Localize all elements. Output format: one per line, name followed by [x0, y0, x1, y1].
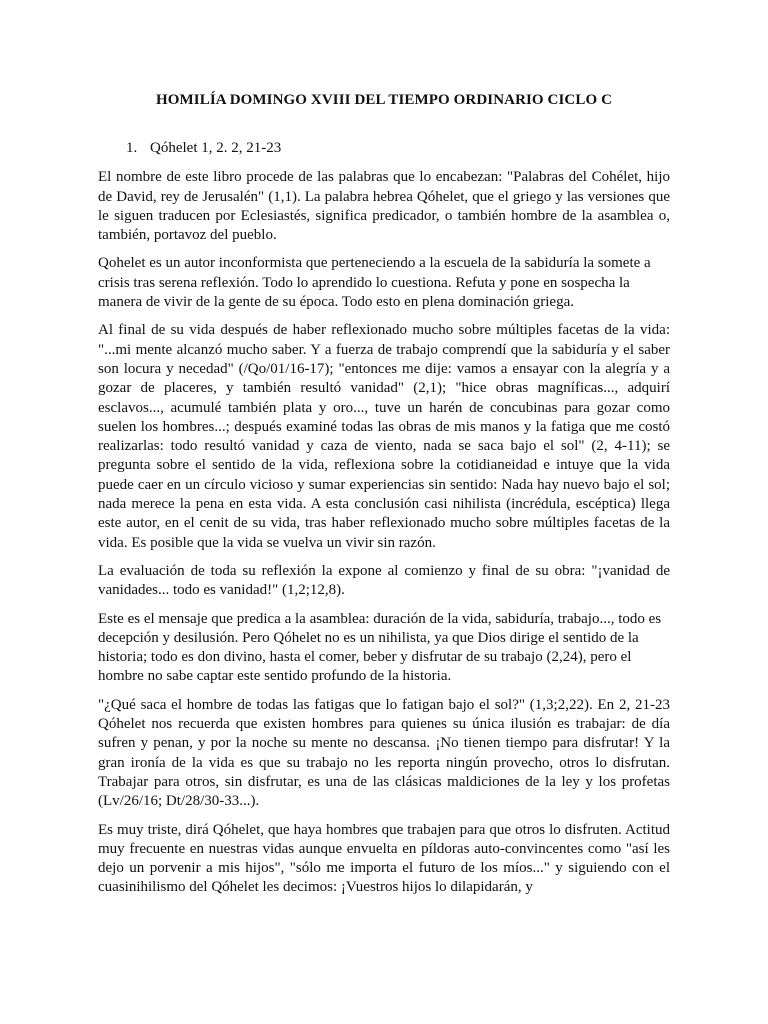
section-number: 1.: [126, 140, 138, 156]
paragraph-3: Al final de su vida después de haber reflexionado mucho sobre múltiples facetas de la vida: "...mi mente alcanzó mucho saber. Y a fuerza de trabajo comprendí que la sabiduría y el saber son locura y necedad" (/Qo/01/16-17); "entonces me dije: vamos a ensayar con la alegría y a gozar de placeres, y también resultó vanidad" (2,1); "hice obras magníficas..., adquirí esclavos..., acumulé también plata y oro..., tuve un harén de concubinas para gozar como suelen los hombres...; después examiné todas las obras de mis manos y la fatiga que me costó realizarlas: todo resultó vanidad y caza de viento, nada se saca bajo el sol" (2, 4-11); se pregunta sobre el sentido de la vida, reflexiona sobre la cotidianeidad e intuye que la vida puede caer en un círculo vicioso y sumar experiencias sin sentido: Nada hay nuevo bajo el sol; nada merece la pena en esta vida. A esta conclusión casi nihilista (incrédula, escéptica) llega este autor, en el cenit de su vida, tras haber reflexionado mucho sobre múltiples facetas de la vida. Es posible que la vida se vuelva un vivir sin razón.: [98, 322, 670, 551]
paragraph-7: Es muy triste, dirá Qóhelet, que haya hombres que trabajen para que otros lo disfruten. Actitud muy frecuente en nuestras vidas aunque envuelta en píldoras auto-convincentes como "así les dejo un porvenir a mis hijos", "sólo me importa el futuro de los míos..." y siguiendo con el cuasinihilismo del Qóhelet les decimos: ¡Vuestros hijos lo dilapidarán, y: [98, 821, 670, 896]
paragraph-5: Este es el mensaje que predica a la asamblea: duración de la vida, sabiduría, trabajo..., todo es decepción y desilusión. Pero Qóhelet no es un nihilista, ya que Dios dirige el sentido de la historia; todo es don divino, hasta el comer, beber y disfrutar de su trabajo (2,24), pero el hombre no sabe captar este sentido profundo de la historia.: [98, 610, 662, 685]
section-text: Qóhelet 1, 2. 2, 21-23: [150, 140, 282, 156]
section-heading: [98, 139, 670, 158]
paragraph-2: Qohelet es un autor inconformista que perteneciendo a la escuela de la sabiduría la somete a crisis tras serena reflexión. Todo lo aprendido lo cuestiona. Refuta y pone en sospecha la manera de vivir de la gente de su época. Todo esto en plena dominación griega.: [98, 255, 651, 311]
paragraph-1: El nombre de este libro procede de las palabras que lo encabezan: "Palabras del Cohélet, hijo de David, rey de Jerusalén" (1,1). La palabra hebrea Qóhelet, que el griego y las versiones que le siguen traducen por Eclesiastés, significa predicador, o también hombre de la asamblea o, también, portavoz del pueblo.: [98, 169, 670, 244]
paragraph-4: La evaluación de toda su reflexión la expone al comienzo y final de su obra: "¡vanidad de vanidades... todo es vanidad!" (1,2;12,8).: [98, 562, 670, 599]
paragraph-6: "¿Qué saca el hombre de todas las fatigas que lo fatigan bajo el sol?" (1,3;2,22). En 2, 21-23 Qóhelet nos recuerda que existen hombres para quienes su única ilusión es trabajar: de día sufren y penan, y por la noche su mente no descansa. ¡No tienen tiempo para disfrutar! Y la gran ironía de la vida es que su trabajo no les reporta ningún provecho, otros lo disfrutan. Trabajar para otros, sin disfrutar, es una de las clásicas maldiciones de la ley y los profetas (Lv/26/16; Dt/28/30-33...).: [98, 696, 670, 810]
document-title: HOMILÍA DOMINGO XVIII DEL TIEMPO ORDINARIO CICLO C: [155, 92, 613, 108]
